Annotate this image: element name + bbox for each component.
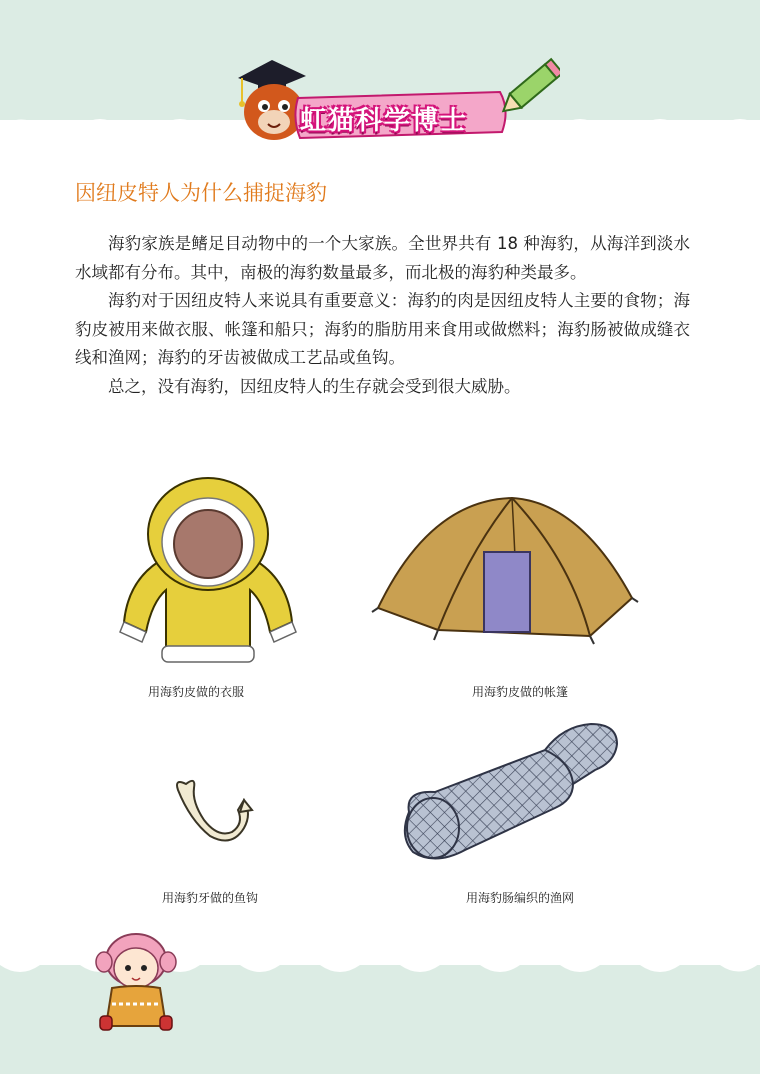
article-title: 因纽皮特人为什么捕捉海豹 xyxy=(75,181,327,205)
hook-caption: 用海豹牙做的鱼钩 xyxy=(162,891,259,905)
girl-mascot-icon xyxy=(92,930,182,1040)
paragraph-3: 总之，没有海豹，因纽皮特人的生存就会受到很大威胁。 xyxy=(108,376,521,396)
fishing-net-icon xyxy=(395,720,625,865)
coat-caption: 用海豹皮做的衣服 xyxy=(148,685,245,699)
net-caption: 用海豹肠编织的渔网 xyxy=(466,891,575,905)
paragraph-2: 海豹对于因纽皮特人来说具有重要意义：海豹的肉是因纽皮特人主要的食物；海豹皮被用来做衣服、帐篷和船只；海豹的脂肪用来食用或做燃料；海豹肠被做成缝衣线和渔网；海豹的牙齿被做成工艺品或鱼钩。 xyxy=(75,291,690,367)
paragraph-1: 海豹家族是鳍足目动物中的一个大家族。全世界共有 18 种海豹，从海洋到淡水水域都有分布。其中，南极的海豹数量最多，而北极的海豹种类最多。 xyxy=(75,234,690,282)
logo-text: 虹猫科学博士 xyxy=(300,106,469,136)
tent-caption: 用海豹皮做的帐篷 xyxy=(472,685,569,699)
fish-hook-icon xyxy=(170,770,260,850)
fur-coat-icon xyxy=(118,472,298,668)
tent-icon xyxy=(370,490,640,650)
article-body xyxy=(75,230,690,401)
